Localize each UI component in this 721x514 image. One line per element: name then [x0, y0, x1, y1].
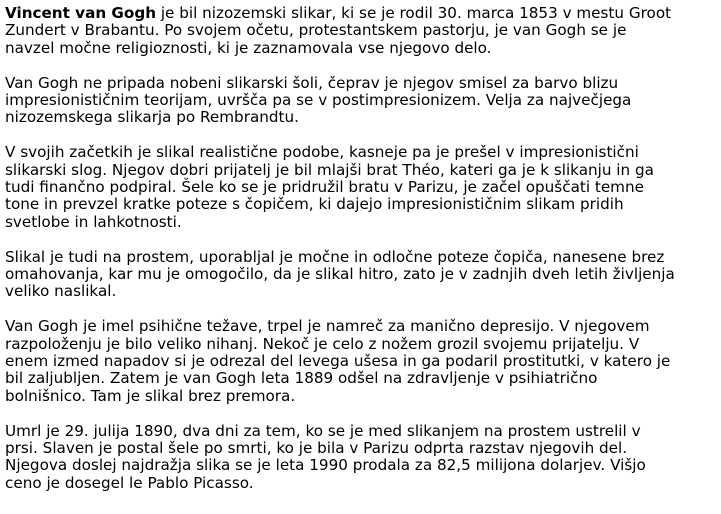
paragraph-line: prsi. Slaven je postal šele po smrti, ko je bila v Parizu odprta razstav njegovih del. — [5, 439, 628, 458]
paragraph-line: enem izmed napadov si je odrezal del levega ušesa in ga podaril prostitutki, v katero je — [5, 352, 671, 371]
paragraph-technique — [5, 249, 718, 301]
paragraph-death — [5, 423, 718, 493]
paragraph-line: V svojih začetkih je slikal realistične podobe, kasneje pa je prešel v impresionistični — [5, 143, 639, 162]
paragraph-intro — [5, 5, 718, 57]
paragraph-line: Van Gogh ne pripada nobeni slikarski šoli, čeprav je njegov smisel za barvo blizu — [5, 73, 619, 92]
subject-name: Vincent van Gogh — [5, 4, 156, 22]
paragraph-line: Van Gogh je imel psihične težave, trpel je namreč za manično depresijo. V njegovem — [5, 317, 650, 336]
paragraph-line: tone in prevzel kratke poteze s čopičem, ki dajejo impresionističnim slikam pridih — [5, 195, 624, 214]
paragraph-line: tudi finančno podpiral. Šele ko se je pridružil bratu v Parizu, je začel opuščati temne — [5, 178, 644, 197]
paragraph-health — [5, 318, 718, 405]
paragraph-line: veliko naslikal. — [5, 282, 117, 301]
paragraph-line: ceno je dosegel le Pablo Picasso. — [5, 473, 254, 492]
paragraph-line: Njegova doslej najdražja slika se je leta 1990 prodala za 82,5 milijona dolarjev. Višjo — [5, 456, 646, 475]
paragraph-line: navzel močne religioznosti, ki je zaznamovala vse njegovo delo. — [5, 38, 492, 57]
document-body — [5, 5, 718, 510]
paragraph-line: Slikal je tudi na prostem, uporabljal je močne in odločne poteze čopiča, nanesene brez — [5, 247, 665, 266]
paragraph-beginnings — [5, 144, 718, 231]
paragraph-line — [5, 5, 718, 22]
paragraph-line: nizozemskega slikarja po Rembrandtu. — [5, 108, 299, 127]
paragraph-style — [5, 75, 718, 127]
paragraph-line: bolnišnico. Tam je slikal brez premora. — [5, 386, 296, 405]
paragraph-line: omahovanja, kar mu je omogočilo, da je slikal hitro, zato je v zadnjih dveh letih življenja — [5, 265, 675, 284]
paragraph-line: svetlobe in lahkotnosti. — [5, 212, 182, 231]
paragraph-line: Zundert v Brabantu. Po svojem očetu, protestantskem pastorju, je van Gogh se je — [5, 21, 627, 40]
paragraph-line: Umrl je 29. julija 1890, dva dni za tem, ko se je med slikanjem na prostem ustrelil v — [5, 421, 641, 440]
line-text: je bil nizozemski slikar, ki se je rodil 30. marca 1853 v mestu Groot — [156, 4, 672, 22]
paragraph-line: slikarski slog. Njegov dobri prijatelj je bil mlajši brat Théo, kateri ga je k slikanju in ga — [5, 160, 654, 179]
paragraph-line: impresionističnim teorijam, uvršča pa se v postimpresionizem. Velja za največjega — [5, 91, 632, 110]
paragraph-line: bil zaljubljen. Zatem je van Gogh leta 1889 odšel na zdravljenje v psihiatrično — [5, 369, 598, 388]
paragraph-line: razpoloženju je bilo veliko nihanj. Nekoč je celo z nožem grozil svojemu prijatelju. V — [5, 334, 640, 353]
